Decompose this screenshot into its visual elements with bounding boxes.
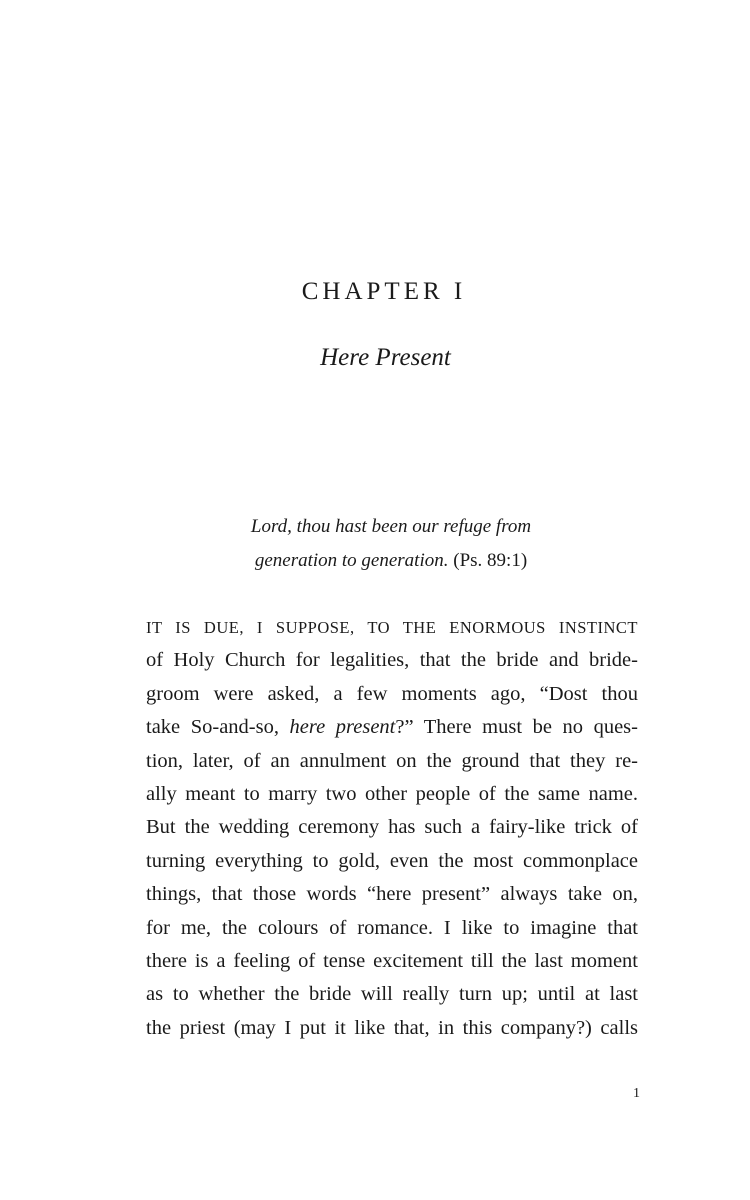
body-line-8: turning everything to gold, even the most commonplace (146, 849, 638, 872)
chapter-title: Here Present (320, 344, 451, 371)
body-line-4-start: take So-and-so, (146, 716, 290, 739)
epigraph (0, 510, 750, 578)
epigraph-text-2: generation to generation. (254, 550, 449, 571)
page-number: 1 (633, 1086, 640, 1101)
body-line-3: groom were asked, a few moments ago, “Dost thou (146, 682, 638, 705)
body-line-4 (146, 711, 638, 744)
body-line-12: as to whether the bride will really turn up; until at last (146, 983, 638, 1006)
body-line-5: tion, later, of an annulment on the ground that they re- (146, 749, 638, 772)
epigraph-line-2 (0, 544, 750, 578)
body-line-1: IT IS DUE, I SUPPOSE, TO THE ENORMOUS INSTINCT (146, 618, 638, 637)
body-line-4-end: ?” There must be no ques- (395, 716, 638, 739)
body-line-13: the priest (may I put it like that, in this company?) calls (146, 1016, 638, 1039)
body-line-11: there is a feeling of tense excitement till the last moment (146, 949, 638, 972)
body-line-10: for me, the colours of romance. I like to imagine that (146, 916, 638, 939)
epigraph-citation: (Ps. 89:1) (448, 550, 528, 571)
body-line-2: of Holy Church for legalities, that the bride and bride- (146, 649, 638, 672)
chapter-heading: CHAPTER I (301, 278, 467, 305)
epigraph-line-1 (0, 510, 750, 544)
body-text (146, 611, 638, 1045)
body-line-6: ally meant to marry two other people of the same name. (146, 782, 638, 805)
epigraph-text-1: Lord, thou hast been our refuge from (250, 516, 532, 537)
body-line-4-emphasis: here present (289, 716, 396, 739)
body-line-9: things, that those words “here present” always take on, (146, 883, 638, 906)
body-line-7: But the wedding ceremony has such a fairy-like trick of (146, 816, 638, 839)
